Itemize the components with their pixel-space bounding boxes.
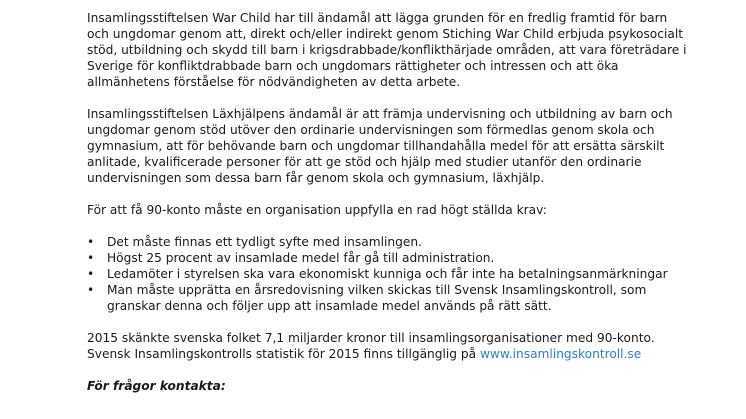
- paragraph-requirements-intro: För att få 90-konto måste en organisation uppfylla en rad högt ställda krav:: [87, 203, 547, 217]
- list-item: • Högst 25 procent av insamlade medel får gå till administration.: [87, 251, 495, 265]
- statistics-line-2: Svensk Insamlingskontrolls statistik för 2015 finns tillgänglig på: [87, 347, 480, 361]
- paragraph-statistics: [87, 330, 687, 362]
- document-body: [87, 10, 687, 394]
- contact-heading: För frågor kontakta:: [87, 379, 226, 393]
- list-item: • Ledamöter i styrelsen ska vara ekonomiskt kunniga och får inte ha betalningsanmärkningar: [87, 267, 668, 281]
- requirements-list: [87, 234, 687, 314]
- bullet-icon: •: [87, 235, 95, 249]
- paragraph-laxhjalpen: Insamlingsstiftelsen Läxhjälpens ändamål är att främja undervisning och utbildning av barn och ungdomar genom stöd utöver den ordinarie undervisningen som förmedlas genom skola och gymnasium, att för behövande barn och ungdomar tillhandahålla medel för att ersätta särskilt anlitade, kvalificerade personer för att ge stöd och hjälp med studier utanför den ordinarie undervisningen som dessa barn får genom skola och gymnasium, läxhjälp.: [87, 107, 673, 185]
- bullet-icon: •: [87, 267, 95, 281]
- bullet-icon: •: [87, 251, 95, 265]
- paragraph-war-child: Insamlingsstiftelsen War Child har till ändamål att lägga grunden för en fredlig framtid för barn och ungdomar genom att, direkt och/eller indirekt genom Stiching War Child erbjuda psykosocialt stöd, utbildning och skydd till barn i krigsdrabbade/konflikthärjade områden, att vara företrädare i Sverige för konfliktdrabbade barn och ungdomars rättigheter och intressen och att öka allmänhetens förståelse för nödvändigheten av detta arbete.: [87, 11, 687, 89]
- list-item: • Det måste finnas ett tydligt syfte med insamlingen.: [87, 235, 422, 249]
- statistics-line-1: 2015 skänkte svenska folket 7,1 miljarder kronor till insamlingsorganisationer med 90-konto.: [87, 331, 655, 345]
- list-item: • Man måste upprätta en årsredovisning vilken skickas till Svensk Insamlingskontroll, som granskar denna och följer upp att insamlade medel används på rätt sätt.: [87, 283, 647, 313]
- bullet-icon: •: [87, 283, 95, 297]
- insamlingskontroll-link[interactable]: www.insamlingskontroll.se: [479, 347, 642, 361]
